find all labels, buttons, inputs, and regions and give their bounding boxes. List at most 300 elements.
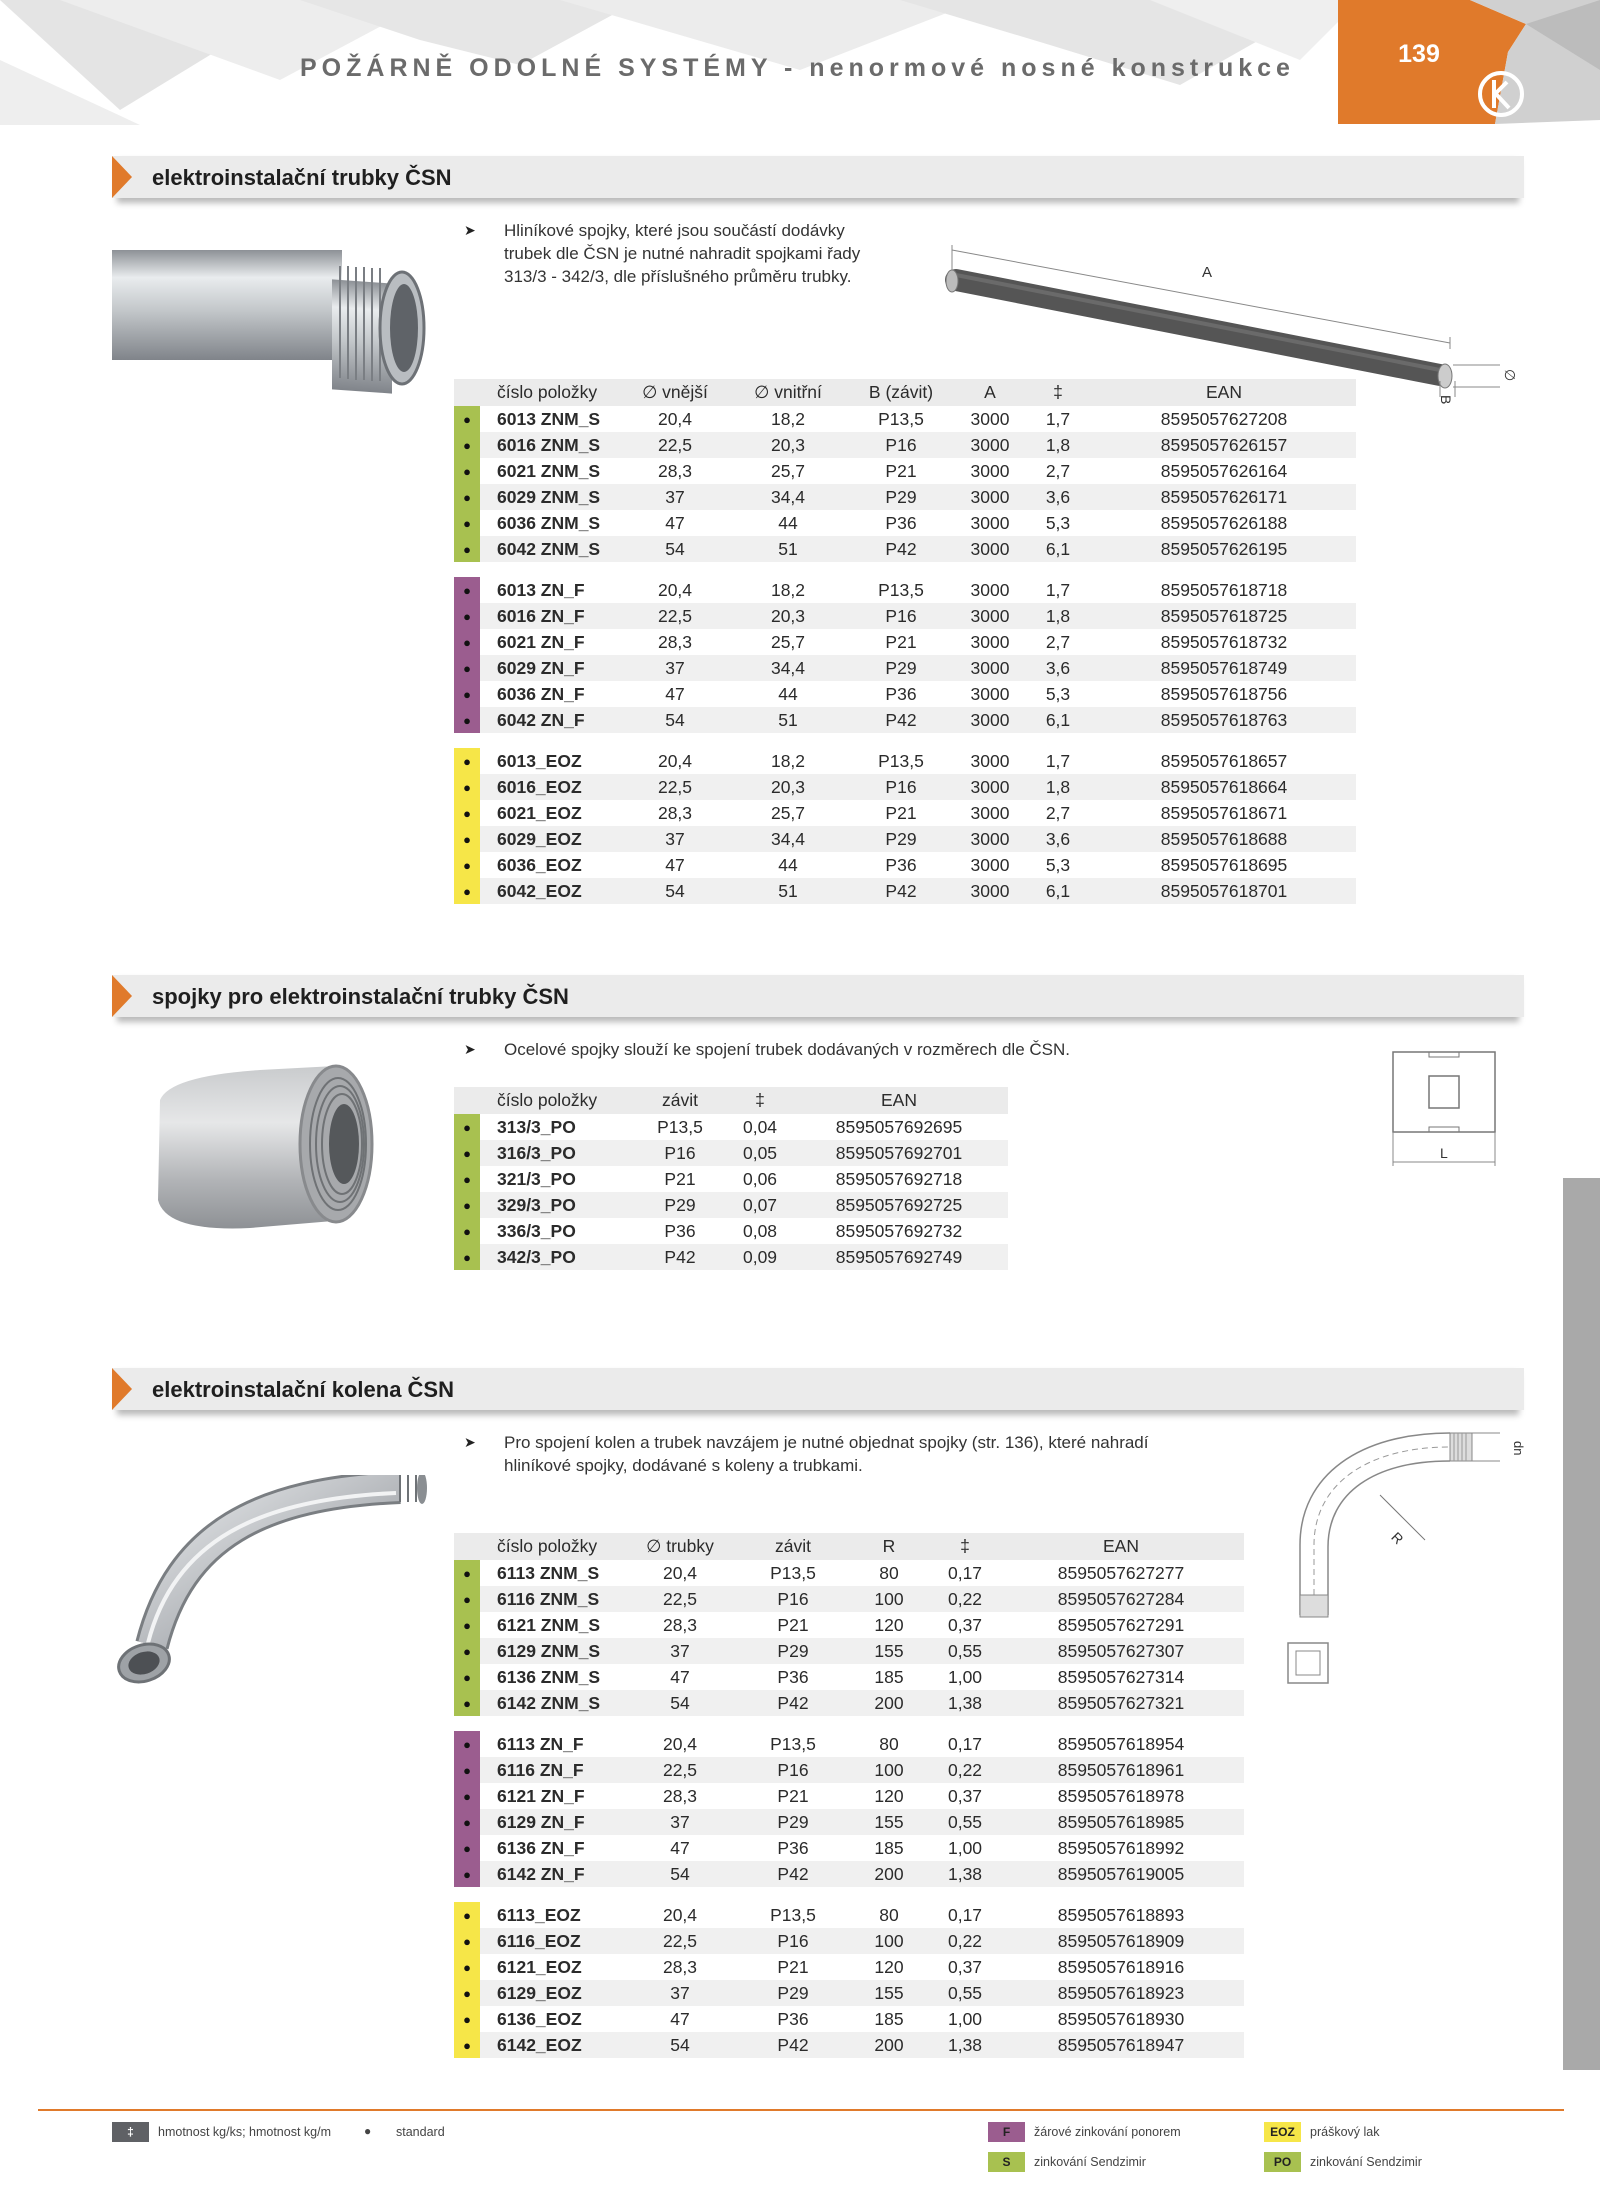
table-cell: P16: [740, 1928, 846, 1954]
table-cell: 0,09: [730, 1244, 790, 1270]
group-spacer: [454, 562, 1356, 577]
table-cell: P21: [885, 631, 917, 652]
item-number-cell: 6136 ZNM_S: [497, 1666, 601, 1687]
table-cell: 54: [620, 878, 730, 904]
table-cell: 47: [670, 2008, 690, 2029]
column-header: EAN: [998, 1533, 1244, 1560]
table-cell: 3000: [956, 536, 1024, 562]
table-row: [454, 2032, 1244, 2058]
table-cell: P16: [630, 1140, 730, 1166]
section-note: ➤ Hliníkové spojky, které jsou součástí dodávky trubek dle ČSN je nutné nahradit spojkami řady 313/3 - 342/3, dle příslušného průměru trubky.: [464, 221, 861, 286]
table-cell: 1,8: [1024, 603, 1092, 629]
table-cell: 8595057618947: [998, 2032, 1244, 2058]
item-number-cell: 6042 ZNM_S: [480, 536, 620, 562]
table-cell: 8595057626195: [1092, 536, 1356, 562]
table-cell: 1,38: [932, 1690, 998, 1716]
table-cell: 200: [846, 1690, 932, 1716]
standard-marker-icon: ●: [454, 878, 480, 904]
table-cell: P42: [846, 536, 956, 562]
item-number-cell: 6121_EOZ: [497, 1956, 582, 1977]
table-cell: P36: [777, 1666, 809, 1687]
table-cell: P42: [740, 2032, 846, 2058]
table-cell: 3000: [970, 408, 1010, 429]
table-cell: 8595057627291: [1057, 1614, 1185, 1635]
table-cell: 20,4: [657, 579, 693, 600]
legend-standard-text: standard: [396, 2125, 445, 2139]
table-cell: 20,4: [657, 408, 693, 429]
table-cell: 51: [730, 707, 846, 733]
table-cell: 3000: [970, 579, 1010, 600]
section-bar-couplers: [112, 975, 1514, 1017]
table-cell: 20,3: [730, 774, 846, 800]
table-row: [454, 1192, 1008, 1218]
table-cell: 3000: [956, 826, 1024, 852]
footer-divider: [38, 2109, 1564, 2111]
table-cell: 8595057618930: [1057, 2008, 1185, 2029]
table-cell: 0,37: [947, 1614, 983, 1635]
svg-text:∅: ∅: [1502, 369, 1518, 382]
item-number-cell: 6013 ZNM_S: [497, 408, 601, 429]
standard-marker-icon: ●: [454, 1783, 480, 1809]
table-row: [454, 1140, 1008, 1166]
item-number-cell: 342/3_PO: [480, 1244, 630, 1270]
table-cell: 8595057618718: [1160, 579, 1288, 600]
table-row: [454, 655, 1356, 681]
table-cell: P29: [740, 1809, 846, 1835]
tubes-table: [454, 379, 1356, 904]
table-cell: 20,4: [657, 750, 693, 771]
table-cell: 8595057618695: [1160, 854, 1288, 875]
table-cell: 34,4: [730, 826, 846, 852]
table-cell: P42: [740, 1690, 846, 1716]
item-number-cell: 6129 ZN_F: [480, 1809, 620, 1835]
table-cell: 2,7: [1045, 460, 1071, 481]
legend-weight-symbol: ‡: [112, 2122, 149, 2142]
item-number-cell: 6029 ZNM_S: [480, 484, 620, 510]
table-cell: 0,37: [947, 1956, 983, 1977]
bullet-arrow-icon: ➤: [464, 1041, 476, 1057]
coupler-photo: [140, 1060, 390, 1240]
column-header: závit: [740, 1533, 846, 1560]
table-cell: 3000: [956, 655, 1024, 681]
table-cell: 0,07: [730, 1192, 790, 1218]
item-number-cell: 6042 ZN_F: [480, 707, 620, 733]
table-cell: 8595057626188: [1160, 512, 1288, 533]
legend-weight-text: hmotnost kg/ks; hmotnost kg/m: [158, 2125, 331, 2139]
table-cell: 8595057618749: [1092, 655, 1356, 681]
column-header: číslo položky: [480, 379, 620, 406]
table-cell: 100: [846, 1757, 932, 1783]
table-cell: 20,4: [662, 1733, 698, 1754]
section-arrow-icon: [112, 975, 132, 1017]
legend-po-code: PO: [1264, 2152, 1301, 2172]
table-header-row: [454, 1087, 1008, 1114]
standard-marker-icon: ●: [454, 1861, 480, 1887]
item-number-cell: 6121 ZN_F: [497, 1785, 585, 1806]
standard-marker-icon: ●: [454, 406, 480, 432]
item-number-cell: 336/3_PO: [497, 1220, 576, 1241]
standard-marker-icon: ●: [454, 432, 480, 458]
table-row: [454, 1861, 1244, 1887]
item-number-cell: 6142_EOZ: [480, 2032, 620, 2058]
page-header-title: POŽÁRNĚ ODOLNÉ SYSTÉMY - nenormové nosné konstrukce: [300, 54, 1295, 82]
item-number-cell: 6116 ZNM_S: [480, 1586, 620, 1612]
table-cell: 20,4: [662, 1562, 698, 1583]
table-cell: 100: [846, 1586, 932, 1612]
table-cell: 80: [879, 1562, 899, 1583]
table-cell: 20,4: [662, 1904, 698, 1925]
sidebar-tab: [1563, 1178, 1600, 2070]
column-header: ∅ trubky: [620, 1533, 740, 1560]
table-cell: 8595057692695: [835, 1116, 963, 1137]
table-row: [454, 681, 1356, 707]
group-spacer: [454, 733, 1356, 748]
legend-po-text: zinkování Sendzimir: [1310, 2155, 1422, 2169]
table-row: [454, 629, 1356, 655]
table-cell: 3000: [970, 683, 1010, 704]
column-header: A: [956, 379, 1024, 406]
table-cell: 28,3: [662, 1956, 698, 1977]
table-row: [454, 1928, 1244, 1954]
table-row: [454, 1166, 1008, 1192]
standard-marker-icon: ●: [454, 655, 480, 681]
table-cell: P16: [846, 603, 956, 629]
table-cell: 0,55: [932, 1809, 998, 1835]
tube-photo: [112, 242, 442, 402]
table-cell: 1,38: [932, 2032, 998, 2058]
standard-marker-icon: ●: [454, 1954, 480, 1980]
table-cell: 8595057618978: [1057, 1785, 1185, 1806]
table-cell: 8595057627208: [1160, 408, 1288, 429]
svg-text:B: B: [1438, 395, 1454, 405]
table-row: [454, 1586, 1244, 1612]
table-row: [454, 1114, 1008, 1140]
table-cell: P21: [664, 1168, 696, 1189]
table-cell: P16: [740, 1757, 846, 1783]
standard-marker-icon: ●: [454, 629, 480, 655]
table-cell: 3000: [970, 460, 1010, 481]
column-header: závit: [630, 1087, 730, 1114]
elbow-photo: [110, 1475, 440, 1695]
standard-marker-icon: ●: [454, 577, 480, 603]
table-row: [454, 707, 1356, 733]
item-number-cell: 6036 ZN_F: [497, 683, 585, 704]
standard-marker-icon: ●: [454, 1690, 480, 1716]
table-cell: 155: [846, 1809, 932, 1835]
table-cell: P36: [885, 683, 917, 704]
table-cell: 8595057692749: [790, 1244, 1008, 1270]
table-cell: 120: [874, 1956, 904, 1977]
section-note: ➤ Ocelové spojky slouží ke spojení trubek dodávaných v rozměrech dle ČSN.: [464, 1040, 1070, 1059]
table-cell: 8595057618657: [1160, 750, 1288, 771]
table-cell: 8595057626171: [1092, 484, 1356, 510]
table-cell: P29: [740, 1638, 846, 1664]
table-cell: 25,7: [770, 802, 806, 823]
item-number-cell: 6013_EOZ: [497, 750, 582, 771]
table-cell: 0,08: [742, 1220, 778, 1241]
table-cell: 1,7: [1045, 579, 1071, 600]
table-cell: 47: [665, 854, 685, 875]
table-cell: 8595057618961: [998, 1757, 1244, 1783]
table-header-row: [454, 379, 1356, 406]
table-cell: P42: [846, 878, 956, 904]
section-title: spojky pro elektroinstalační trubky ČSN: [152, 984, 569, 1009]
table-cell: 37: [620, 1980, 740, 2006]
table-cell: 0,17: [947, 1904, 983, 1925]
standard-marker-icon: ●: [454, 1980, 480, 2006]
standard-marker-icon: ●: [454, 536, 480, 562]
legend-eoz-code: EOZ: [1264, 2122, 1301, 2142]
table-cell: 120: [874, 1614, 904, 1635]
table-cell: P29: [740, 1980, 846, 2006]
standard-marker-icon: ●: [454, 484, 480, 510]
table-cell: 2,7: [1045, 802, 1071, 823]
standard-marker-icon: ●: [454, 1114, 480, 1140]
item-number-cell: 6013 ZN_F: [497, 579, 585, 600]
table-cell: 8595057618701: [1092, 878, 1356, 904]
item-number-cell: 316/3_PO: [480, 1140, 630, 1166]
standard-marker-icon: ●: [454, 1612, 480, 1638]
table-cell: 3,6: [1024, 826, 1092, 852]
item-number-cell: 6113_EOZ: [497, 1904, 581, 1925]
table-row: [454, 432, 1356, 458]
table-cell: 25,7: [770, 460, 806, 481]
table-cell: 37: [620, 1638, 740, 1664]
table-cell: 100: [846, 1928, 932, 1954]
standard-marker-icon: ●: [454, 1560, 480, 1586]
table-row: [454, 1731, 1244, 1757]
svg-text:L: L: [1440, 1145, 1448, 1161]
table-cell: 28,3: [662, 1614, 698, 1635]
standard-marker-icon: ●: [454, 1928, 480, 1954]
table-cell: 185: [874, 1837, 904, 1858]
table-row: [454, 1612, 1244, 1638]
section-arrow-icon: [112, 156, 132, 198]
standard-marker-icon: ●: [454, 2006, 480, 2032]
table-row: [454, 1218, 1008, 1244]
table-cell: 0,55: [932, 1638, 998, 1664]
item-number-cell: 6029_EOZ: [480, 826, 620, 852]
item-number-cell: 6129_EOZ: [480, 1980, 620, 2006]
table-cell: 37: [620, 1809, 740, 1835]
item-number-cell: 6116 ZN_F: [480, 1757, 620, 1783]
table-cell: 3000: [956, 484, 1024, 510]
table-cell: 22,5: [620, 1586, 740, 1612]
standard-marker-icon: ●: [454, 1244, 480, 1270]
column-header: R: [846, 1533, 932, 1560]
table-cell: 54: [620, 536, 730, 562]
table-cell: 8595057627314: [1057, 1666, 1185, 1687]
item-number-cell: 6136_EOZ: [497, 2008, 582, 2029]
item-number-cell: 6142 ZN_F: [480, 1861, 620, 1887]
table-cell: 44: [778, 512, 798, 533]
standard-marker-icon: ●: [454, 1835, 480, 1861]
table-row: [454, 1690, 1244, 1716]
table-cell: 8595057692732: [835, 1220, 963, 1241]
item-number-cell: 6113 ZNM_S: [497, 1562, 600, 1583]
table-cell: 3000: [956, 603, 1024, 629]
table-cell: 0,04: [742, 1116, 778, 1137]
standard-marker-icon: ●: [454, 826, 480, 852]
table-cell: 18,2: [770, 579, 806, 600]
item-number-cell: 6029 ZN_F: [480, 655, 620, 681]
table-cell: 185: [874, 2008, 904, 2029]
table-cell: 28,3: [657, 460, 693, 481]
table-cell: 1,00: [947, 1666, 983, 1687]
table-cell: 3000: [970, 512, 1010, 533]
table-row: [454, 1783, 1244, 1809]
legend-f-code: F: [988, 2122, 1025, 2142]
column-header: ∅ vnější: [620, 379, 730, 406]
item-number-cell: 6016_EOZ: [480, 774, 620, 800]
column-header: B (závit): [846, 379, 956, 406]
table-cell: 200: [846, 1861, 932, 1887]
column-header: ‡: [1024, 379, 1092, 406]
table-row: [454, 536, 1356, 562]
table-cell: 1,38: [932, 1861, 998, 1887]
table-row: [454, 484, 1356, 510]
table-row: [454, 406, 1356, 432]
table-cell: 1,8: [1024, 432, 1092, 458]
table-cell: 8595057618688: [1092, 826, 1356, 852]
table-cell: 80: [879, 1904, 899, 1925]
table-row: [454, 577, 1356, 603]
group-spacer: [454, 1887, 1244, 1902]
svg-text:A: A: [1202, 264, 1213, 281]
table-cell: 155: [846, 1980, 932, 2006]
table-row: [454, 1980, 1244, 2006]
table-cell: P21: [777, 1956, 809, 1977]
table-row: [454, 1809, 1244, 1835]
table-cell: 3000: [956, 707, 1024, 733]
bullet-arrow-icon: ➤: [464, 1434, 476, 1450]
table-cell: 44: [778, 683, 798, 704]
table-row: [454, 748, 1356, 774]
standard-marker-icon: ●: [454, 1731, 480, 1757]
table-cell: 6,1: [1024, 707, 1092, 733]
couplers-table: [454, 1087, 1008, 1270]
legend-f-text: žárové zinkování ponorem: [1034, 2125, 1181, 2139]
table-cell: 8595057618671: [1160, 802, 1288, 823]
table-row: [454, 1902, 1244, 1928]
table-cell: P13,5: [657, 1116, 703, 1137]
table-cell: 8595057618985: [998, 1809, 1244, 1835]
standard-marker-icon: ●: [454, 1664, 480, 1690]
table-row: [454, 1560, 1244, 1586]
table-cell: 5,3: [1045, 683, 1071, 704]
section-title: elektroinstalační trubky ČSN: [152, 165, 452, 190]
table-cell: 8595057618923: [998, 1980, 1244, 2006]
standard-marker-icon: ●: [454, 1809, 480, 1835]
section-bar-tubes: [112, 156, 1514, 198]
table-cell: 0,22: [932, 1928, 998, 1954]
table-cell: 20,3: [730, 603, 846, 629]
table-cell: 8595057627321: [998, 1690, 1244, 1716]
item-number-cell: 6021 ZNM_S: [497, 460, 601, 481]
legend-standard-symbol: ●: [364, 2124, 372, 2138]
table-cell: 1,7: [1045, 750, 1071, 771]
table-cell: 0,55: [932, 1980, 998, 2006]
standard-marker-icon: ●: [454, 852, 480, 878]
table-cell: 155: [846, 1638, 932, 1664]
coupler-dimension-diagram: [1385, 1048, 1505, 1168]
table-cell: P21: [777, 1785, 809, 1806]
table-cell: P21: [885, 802, 917, 823]
table-cell: P36: [664, 1220, 696, 1241]
standard-marker-icon: ●: [454, 681, 480, 707]
svg-text:dn: dn: [1511, 1441, 1526, 1456]
table-cell: P21: [777, 1614, 809, 1635]
table-cell: 3000: [956, 774, 1024, 800]
legend-s-text: zinkování Sendzimir: [1034, 2155, 1146, 2169]
table-row: [454, 1244, 1008, 1270]
table-cell: 8595057618664: [1092, 774, 1356, 800]
table-cell: 47: [665, 512, 685, 533]
column-header: ∅ vnitřní: [730, 379, 846, 406]
table-cell: 8595057627284: [998, 1586, 1244, 1612]
table-cell: 8595057618909: [998, 1928, 1244, 1954]
item-number-cell: 6036 ZNM_S: [497, 512, 601, 533]
table-cell: 0,37: [947, 1785, 983, 1806]
table-cell: P36: [777, 2008, 809, 2029]
table-cell: 37: [620, 484, 730, 510]
section-arrow-icon: [112, 1368, 132, 1410]
table-cell: 8595057618893: [1057, 1904, 1185, 1925]
table-cell: 8595057692701: [790, 1140, 1008, 1166]
item-number-cell: 6036_EOZ: [497, 854, 582, 875]
item-number-cell: 6016 ZN_F: [480, 603, 620, 629]
table-cell: 54: [620, 707, 730, 733]
table-cell: 47: [670, 1666, 690, 1687]
table-cell: P16: [846, 774, 956, 800]
item-number-cell: 321/3_PO: [497, 1168, 576, 1189]
table-cell: 22,5: [620, 603, 730, 629]
table-cell: 0,22: [932, 1757, 998, 1783]
table-cell: 0,17: [947, 1562, 983, 1583]
item-number-cell: 6116_EOZ: [480, 1928, 620, 1954]
table-cell: 25,7: [770, 631, 806, 652]
table-cell: 20,3: [730, 432, 846, 458]
standard-marker-icon: ●: [454, 707, 480, 733]
standard-marker-icon: ●: [454, 1218, 480, 1244]
table-cell: 0,05: [730, 1140, 790, 1166]
table-cell: P36: [885, 512, 917, 533]
table-cell: 47: [665, 683, 685, 704]
table-row: [454, 774, 1356, 800]
table-cell: P42: [740, 1861, 846, 1887]
table-cell: 6,1: [1024, 536, 1092, 562]
table-cell: 8595057618954: [1057, 1733, 1185, 1754]
bullet-arrow-icon: ➤: [464, 222, 476, 238]
table-cell: 54: [620, 1690, 740, 1716]
table-cell: 22,5: [620, 1928, 740, 1954]
table-cell: 3000: [970, 854, 1010, 875]
table-cell: 200: [846, 2032, 932, 2058]
column-header: číslo položky: [480, 1087, 630, 1114]
table-cell: 28,3: [662, 1785, 698, 1806]
table-cell: 1,8: [1024, 774, 1092, 800]
standard-marker-icon: ●: [454, 774, 480, 800]
table-cell: 37: [620, 655, 730, 681]
standard-marker-icon: ●: [454, 1192, 480, 1218]
table-cell: 51: [730, 878, 846, 904]
table-row: [454, 1638, 1244, 1664]
legend-eoz-text: práškový lak: [1310, 2125, 1380, 2139]
table-cell: 5,3: [1045, 512, 1071, 533]
table-cell: P36: [885, 854, 917, 875]
item-number-cell: 6021 ZN_F: [497, 631, 585, 652]
table-header-row: [454, 1533, 1244, 1560]
